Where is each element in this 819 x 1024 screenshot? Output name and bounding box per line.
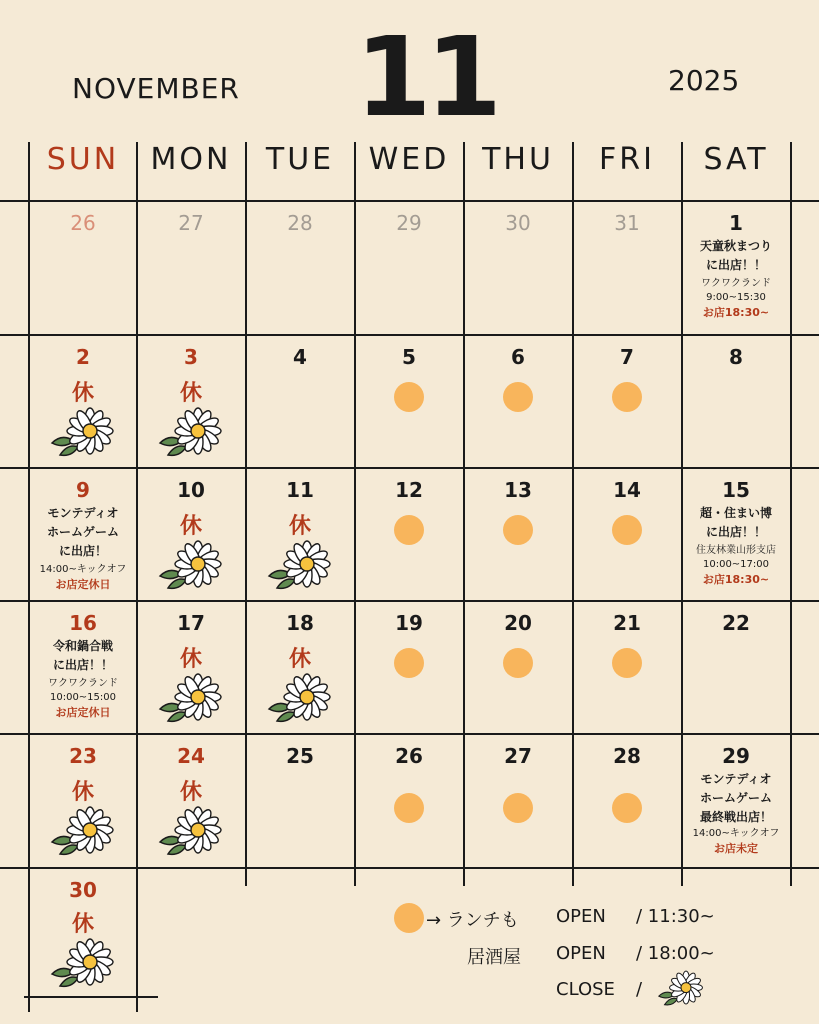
day-number: 23 [69,744,97,768]
day-number: 31 [614,211,640,235]
day-cell [246,735,354,869]
day-number: 10 [177,478,205,502]
event-title: 最終戦出店！ [699,810,772,824]
day-number: 6 [511,345,525,369]
closed-label: 休 [71,912,94,937]
event-time: 14:00~キックオフ [692,828,780,839]
event-venue: 住友林業山形支店 [696,545,776,556]
day-cell [29,602,137,736]
event-time: 10:00~15:00 [49,692,116,703]
weekday-thu: THU [482,142,554,177]
lunch-open-dot [612,793,642,823]
legend-close-label: CLOSE [556,979,615,1000]
event-title: 令和鍋合戦 [52,639,113,653]
month-number: 11 [355,13,497,141]
day-cell [137,602,245,736]
event-title: 天童秋まつり [699,239,772,253]
day-cell [246,202,354,336]
daisy-flower-icon [48,806,118,858]
day-number: 18 [286,611,314,635]
closed-label: 休 [179,647,202,672]
day-cell [137,336,245,470]
event-venue: ワクワクランド [48,678,118,689]
day-cell [355,336,463,470]
month-name: NOVEMBER [72,72,240,105]
day-cell [573,202,681,336]
day-cell [29,469,137,603]
day-number: 30 [69,878,97,902]
legend-lunch-status: OPEN [556,906,606,927]
daisy-flower-icon [265,540,335,592]
day-cell [246,469,354,603]
day-number: 14 [613,478,641,502]
event-venue: ワクワクランド [701,278,771,289]
closed-label: 休 [288,647,311,672]
day-cell [355,735,463,869]
lunch-open-dot [503,515,533,545]
lunch-open-dot [394,648,424,678]
day-cell [682,202,790,336]
lunch-open-dot [394,793,424,823]
day-cell [682,735,790,869]
daisy-flower-icon [156,806,226,858]
lunch-open-dot [394,515,424,545]
event-time: 14:00~キックオフ [39,564,127,575]
event-title: ホームゲーム [699,791,772,805]
legend-izakaya-label: 居酒屋 [467,947,521,968]
day-cell [355,202,463,336]
day-number: 22 [722,611,750,635]
day-cell [29,869,137,995]
event-note: お店18:30~ [702,306,770,319]
legend-izakaya-status: OPEN [556,943,606,964]
daisy-flower-icon [656,970,706,1008]
event-note: お店定休日 [55,706,111,719]
day-cell [137,469,245,603]
event-note: お店18:30~ [702,573,770,586]
day-number: 1 [729,211,743,235]
day-cell [464,602,572,736]
day-number: 15 [722,478,750,502]
day-number: 26 [70,211,96,235]
weekday-sun: SUN [46,142,120,177]
closed-label: 休 [179,780,202,805]
legend-close-slash: / [636,979,643,1000]
day-cell [29,735,137,869]
day-number: 12 [395,478,423,502]
day-number: 13 [504,478,532,502]
event-title: に出店！！ [705,258,766,272]
day-number: 21 [613,611,641,635]
day-cell [573,735,681,869]
day-cell [464,469,572,603]
day-number: 7 [620,345,634,369]
legend-dot [394,903,424,933]
lunch-open-dot [612,515,642,545]
daisy-flower-icon [156,673,226,725]
closed-label: 休 [71,780,94,805]
day-number: 17 [177,611,205,635]
legend-izakaya-time: / 18:00~ [636,943,715,964]
day-number: 8 [729,345,743,369]
daisy-flower-icon [156,540,226,592]
day-number: 3 [184,345,198,369]
day-cell [246,336,354,470]
event-title: モンテディオ [47,506,119,520]
day-cell [355,602,463,736]
day-number: 5 [402,345,416,369]
legend-lunch-label: → ランチも [426,910,519,931]
grid-line [790,142,792,886]
closed-label: 休 [179,514,202,539]
day-cell [573,336,681,470]
event-note: お店未定 [714,842,758,855]
day-number: 27 [178,211,204,235]
day-number: 29 [722,744,750,768]
event-title: ホームゲーム [46,525,119,539]
day-number: 4 [293,345,307,369]
lunch-open-dot [612,648,642,678]
day-cell [29,202,137,336]
day-cell [464,202,572,336]
day-number: 9 [76,478,90,502]
event-title: に出店！ [58,544,107,558]
daisy-flower-icon [265,673,335,725]
day-cell [682,469,790,603]
lunch-open-dot [503,793,533,823]
day-cell [464,336,572,470]
weekday-sat: SAT [703,142,769,177]
weekday-wed: WED [368,142,450,177]
day-number: 11 [286,478,314,502]
lunch-open-dot [394,382,424,412]
day-number: 25 [286,744,314,768]
event-time: 10:00~17:00 [702,559,769,570]
event-title: に出店！！ [52,658,113,672]
day-number: 19 [395,611,423,635]
closed-label: 休 [288,514,311,539]
day-cell [355,469,463,603]
legend-lunch-time: / 11:30~ [636,906,715,927]
closed-label: 休 [71,381,94,406]
daisy-flower-icon [48,407,118,459]
day-cell [137,202,245,336]
day-number: 29 [396,211,422,235]
closed-label: 休 [179,381,202,406]
day-cell [682,336,790,470]
day-number: 28 [613,744,641,768]
day-number: 26 [395,744,423,768]
daisy-flower-icon [48,938,118,990]
weekday-fri: FRI [599,142,655,177]
weekday-mon: MON [150,142,232,177]
event-title: 超・住まい博 [699,506,772,520]
weekday-tue: TUE [265,142,335,177]
day-number: 27 [504,744,532,768]
day-number: 2 [76,345,90,369]
event-time: 9:00~15:30 [706,292,766,303]
day-number: 30 [505,211,531,235]
day-number: 20 [504,611,532,635]
lunch-open-dot [612,382,642,412]
day-number: 24 [177,744,205,768]
event-title: に出店！！ [705,525,766,539]
day-number: 28 [287,211,313,235]
day-number: 16 [69,611,97,635]
day-cell [246,602,354,736]
day-cell [464,735,572,869]
day-cell [573,602,681,736]
day-cell [137,735,245,869]
event-note: お店定休日 [55,578,111,591]
daisy-flower-icon [156,407,226,459]
lunch-open-dot [503,648,533,678]
day-cell [573,469,681,603]
lunch-open-dot [503,382,533,412]
event-title: モンテディオ [700,772,772,786]
day-cell [682,602,790,736]
day-cell [29,336,137,470]
year-label: 2025 [668,64,740,97]
